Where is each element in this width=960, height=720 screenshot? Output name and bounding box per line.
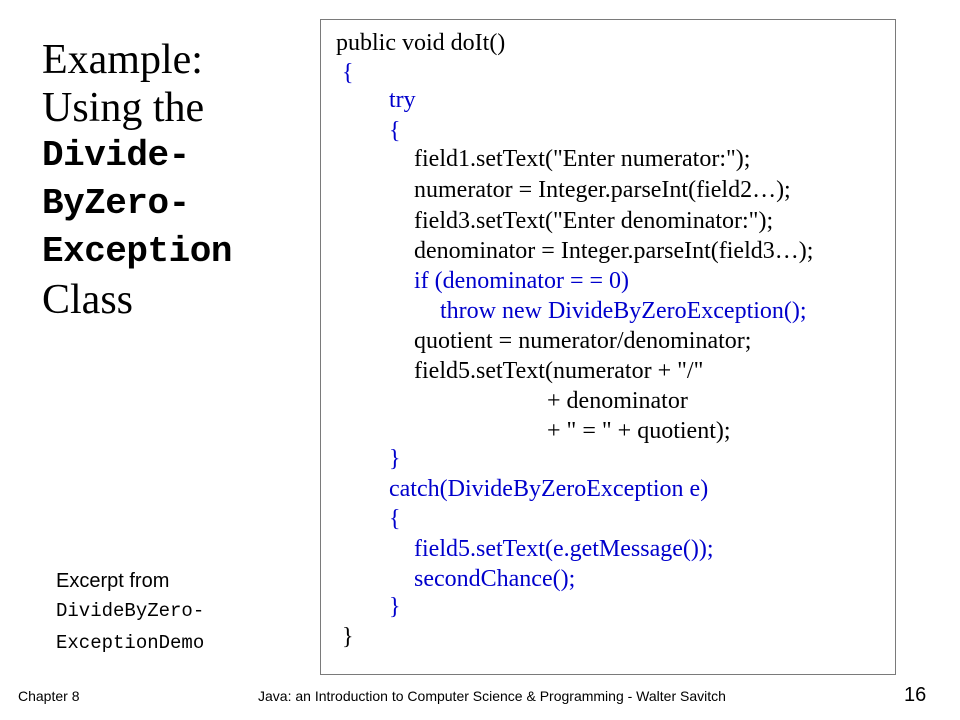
code-line-15: } bbox=[389, 446, 401, 472]
title-line-3: Divide- bbox=[42, 135, 190, 176]
slide-title bbox=[42, 36, 312, 324]
title-line-2: Using the bbox=[42, 85, 205, 131]
code-line-12: field5.setText(numerator + "/" bbox=[414, 358, 704, 384]
title-line-5: Exception bbox=[42, 231, 232, 272]
code-line-2: { bbox=[342, 60, 354, 86]
code-line-5: field1.setText("Enter numerator:"); bbox=[414, 146, 751, 172]
code-line-20: } bbox=[389, 594, 401, 620]
code-line-21: } bbox=[342, 624, 354, 650]
code-line-4: { bbox=[389, 118, 401, 144]
caption-line-1: Excerpt from bbox=[56, 570, 170, 592]
code-line-6: numerator = Integer.parseInt(field2…); bbox=[414, 177, 791, 203]
code-line-3: try bbox=[389, 87, 416, 113]
code-line-1: public void doIt() bbox=[336, 30, 506, 56]
code-line-11: quotient = numerator/denominator; bbox=[414, 328, 752, 354]
code-line-17: { bbox=[389, 506, 401, 532]
code-line-10: throw new DivideByZeroException(); bbox=[440, 298, 807, 324]
code-line-7: field3.setText("Enter denominator:"); bbox=[414, 208, 774, 234]
code-line-14: + " = " + quotient); bbox=[547, 418, 731, 444]
code-listing-box bbox=[320, 19, 896, 675]
code-line-8: denominator = Integer.parseInt(field3…); bbox=[414, 238, 814, 264]
footer-chapter: Chapter 8 bbox=[18, 688, 80, 704]
code-line-19: secondChance(); bbox=[414, 566, 576, 592]
title-line-4: ByZero- bbox=[42, 183, 190, 224]
title-line-6: Class bbox=[42, 277, 134, 323]
caption-line-3: ExceptionDemo bbox=[56, 632, 205, 654]
code-line-13: + denominator bbox=[547, 388, 688, 414]
code-caption bbox=[56, 566, 204, 658]
code-line-16: catch(DivideByZeroException e) bbox=[389, 476, 709, 502]
page-number: 16 bbox=[904, 684, 927, 706]
code-line-18: field5.setText(e.getMessage()); bbox=[414, 536, 714, 562]
code-line-9: if (denominator = = 0) bbox=[414, 268, 630, 294]
caption-line-2: DivideByZero- bbox=[56, 600, 205, 622]
footer-book-title: Java: an Introduction to Computer Science & Programming - Walter Savitch bbox=[258, 688, 726, 704]
title-line-1: Example: bbox=[42, 37, 203, 83]
